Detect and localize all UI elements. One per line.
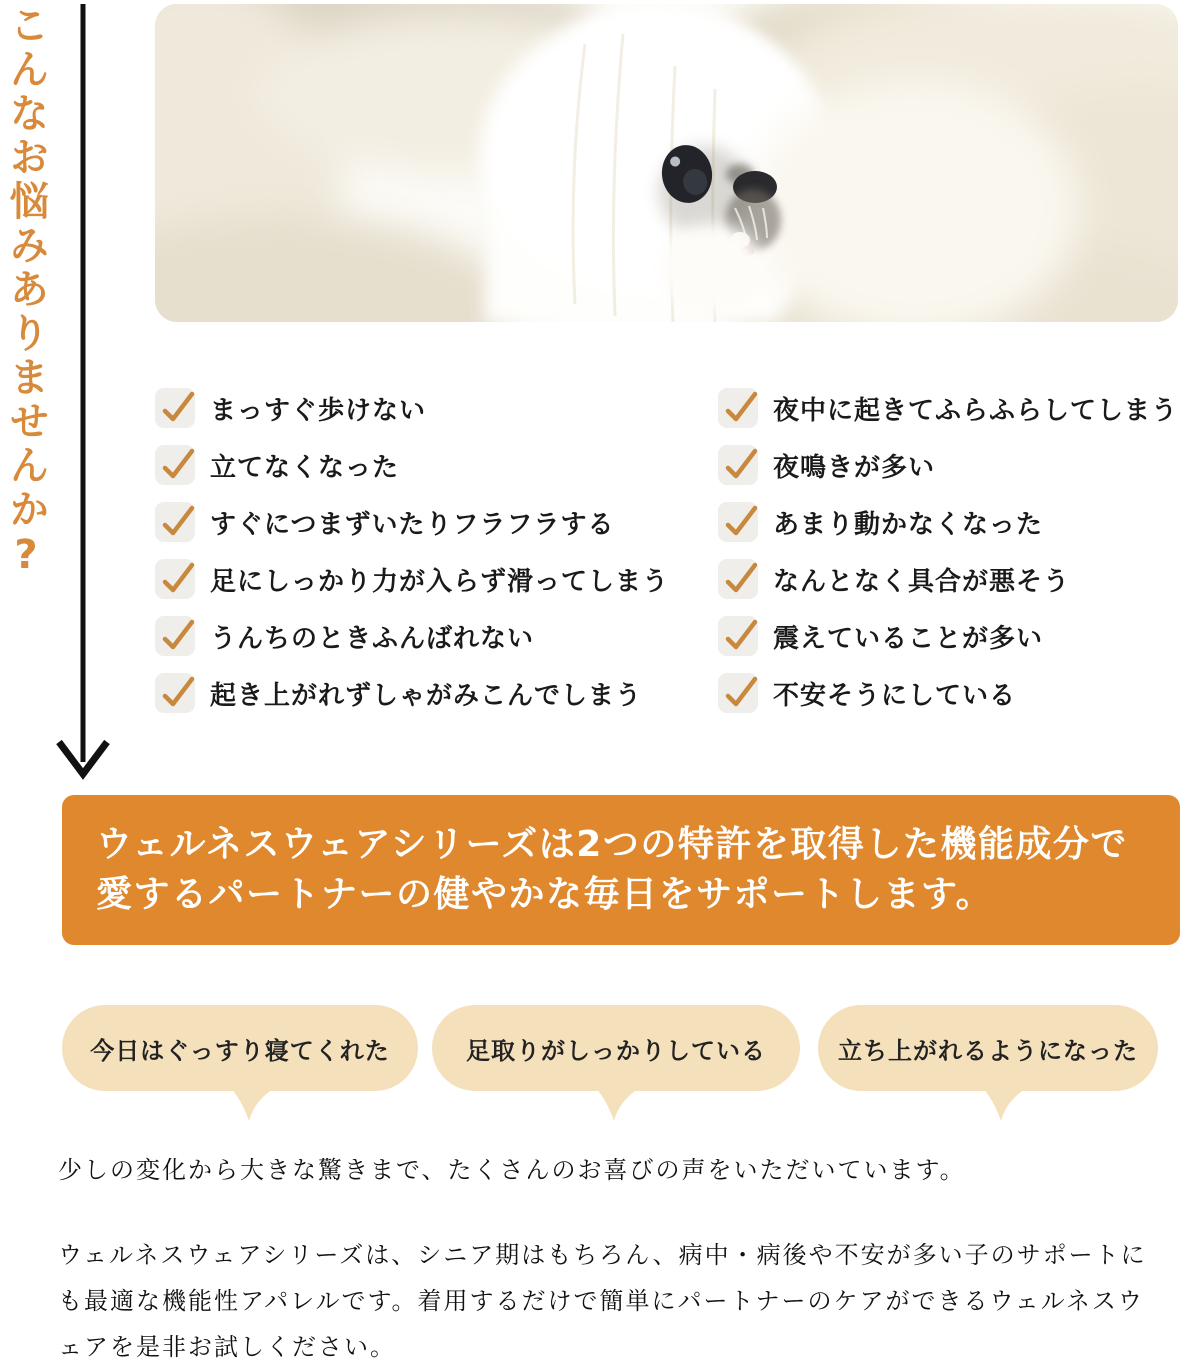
checkmark-icon xyxy=(718,388,758,428)
feature-banner xyxy=(62,795,1180,945)
checklist-item-label: 夜鳴きが多い xyxy=(773,452,936,483)
checklist-left-column xyxy=(155,388,669,713)
speech-bubble-tail xyxy=(229,1088,277,1122)
checklist-item-label: なんとなく具合が悪そう xyxy=(773,566,1071,597)
checklist-item xyxy=(718,559,1178,599)
checklist-item xyxy=(718,673,1178,713)
checklist-item xyxy=(155,673,669,713)
checklist-item xyxy=(718,616,1178,656)
speech-bubble-tail xyxy=(594,1088,642,1122)
checkmark-icon xyxy=(155,616,195,656)
body-paragraph xyxy=(58,1232,1147,1360)
vertical-headline: こんなお悩みありませんか? xyxy=(3,4,49,582)
body-paragraph-line: ェアを是非お試しください。 xyxy=(58,1333,396,1360)
checkmark-icon xyxy=(718,445,758,485)
checklist-item-label: 夜中に起きてふらふらしてしまう xyxy=(773,395,1179,426)
checkmark-icon xyxy=(155,559,195,599)
checklist-item xyxy=(718,502,1178,542)
body-paragraph-line: も最適な機能性アパレルです。着用するだけで簡単にパートナーのケアができるウェルネスウ xyxy=(58,1287,1144,1315)
checklist-item-label: すぐにつまずいたりフラフラする xyxy=(210,509,615,540)
checkmark-icon xyxy=(718,559,758,599)
checklist-item xyxy=(718,445,1178,485)
checkmark-icon xyxy=(718,502,758,542)
checklist-item-label: 足にしっかり力が入らず滑ってしまう xyxy=(210,566,670,597)
checklist-item-label: 震えていることが多い xyxy=(773,623,1044,654)
feature-banner-line2: 愛するパートナーの健やかな毎日をサポートします。 xyxy=(96,874,994,915)
checklist-item xyxy=(155,616,669,656)
checklist-item-label: まっすぐ歩けない xyxy=(210,395,427,426)
checklist-item-label: うんちのときふんばれない xyxy=(210,623,535,654)
checkmark-icon xyxy=(155,673,195,713)
checklist-item xyxy=(155,559,669,599)
checklist-item-label: あまり動かなくなった xyxy=(773,509,1044,540)
testimonial-bubble xyxy=(432,1005,800,1091)
checklist-item xyxy=(155,445,669,485)
checklist-right-column xyxy=(718,388,1178,713)
checkmark-icon xyxy=(718,673,758,713)
checklist-item xyxy=(155,502,669,542)
checkmark-icon xyxy=(155,445,195,485)
testimonial-text: 今日はぐっすり寝てくれた xyxy=(90,1036,390,1065)
testimonial-bubble xyxy=(62,1005,418,1091)
body-paragraph-line: ウェルネスウェアシリーズは、シニア期はもちろん、病中・病後や不安が多い子のサポートに xyxy=(58,1241,1147,1269)
checklist-item-label: 立てなくなった xyxy=(210,452,400,483)
testimonial-text: 立ち上がれるようになった xyxy=(838,1036,1138,1065)
down-arrow-icon xyxy=(55,0,111,782)
checklist-item xyxy=(718,388,1178,428)
checklist-item xyxy=(155,388,669,428)
dog-photo-illustration xyxy=(155,4,1178,322)
checkmark-icon xyxy=(155,502,195,542)
checkmark-icon xyxy=(155,388,195,428)
checklist-item-label: 起き上がれずしゃがみこんでしまう xyxy=(210,680,643,711)
dog-photo xyxy=(155,4,1178,322)
feature-banner-line1: ウェルネスウェアシリーズは2つの特許を取得した機能成分で xyxy=(96,824,1128,865)
intro-paragraph: 少しの変化から大きな驚きまで、たくさんのお喜びの声をいただいています。 xyxy=(58,1156,966,1184)
speech-bubble-tail xyxy=(981,1088,1029,1122)
checkmark-icon xyxy=(718,616,758,656)
testimonial-bubble xyxy=(818,1005,1158,1091)
testimonial-text: 足取りがしっかりしている xyxy=(466,1036,766,1065)
checklist-item-label: 不安そうにしている xyxy=(773,680,1017,711)
